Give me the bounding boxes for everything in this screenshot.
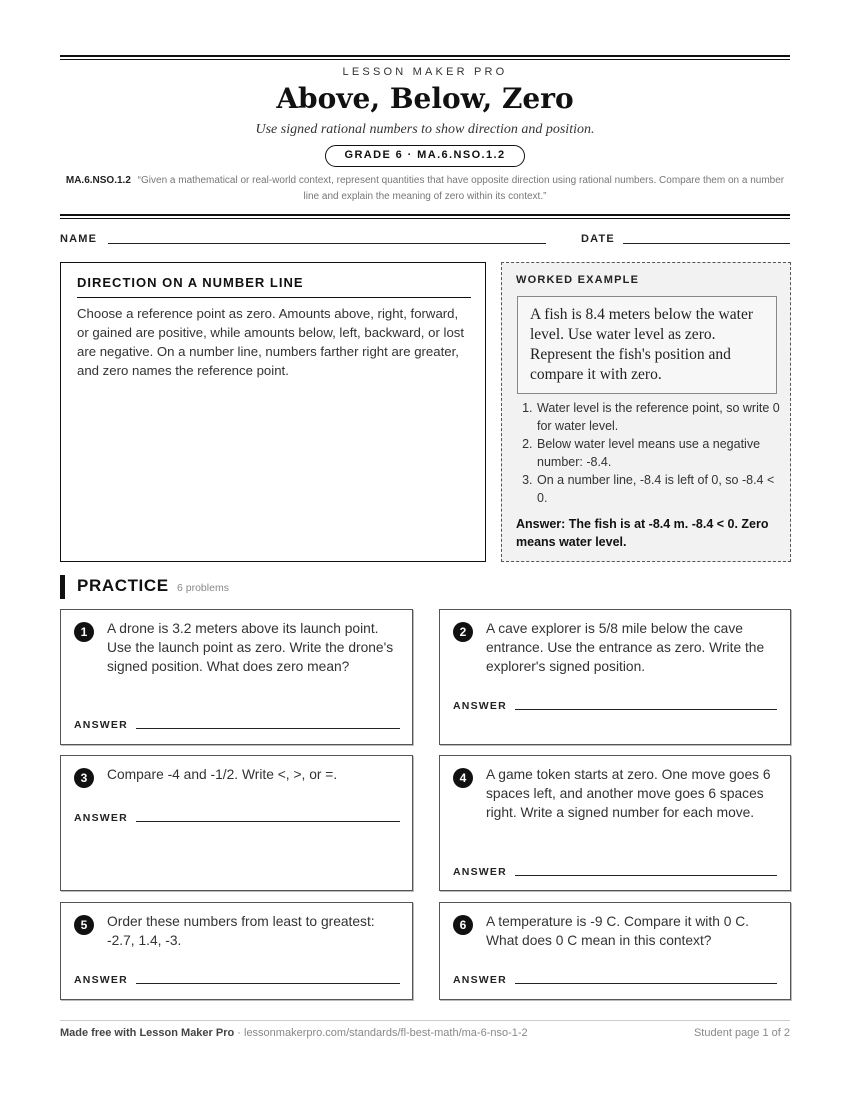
date-label: DATE [581, 233, 615, 245]
name-label: NAME [60, 233, 98, 245]
worked-example-answer: Answer: The fish is at -8.4 m. -8.4 < 0. Zero means water level. [516, 517, 769, 549]
question-text: A temperature is -9 C. Compare it with 0 C. What does 0 C mean in this context? [486, 914, 750, 948]
answer-line[interactable] [136, 983, 400, 984]
answer-line[interactable] [136, 728, 400, 729]
question-card-3 [60, 755, 413, 891]
worked-example-heading: WORKED EXAMPLE [516, 274, 640, 286]
footer-made-with: Made free with Lesson Maker Pro [60, 1027, 235, 1039]
question-number: 3 [74, 768, 94, 788]
question-text: A drone is 3.2 meters above its launch point. Use the launch point as zero. Write the drone's signed position. What does zero mean? [107, 621, 394, 674]
header-top-rule [60, 55, 790, 60]
direction-divider [77, 297, 471, 298]
answer-line[interactable] [515, 709, 777, 710]
direction-heading: DIRECTION ON A NUMBER LINE [77, 275, 304, 290]
answer-line[interactable] [515, 875, 777, 876]
answer-line[interactable] [515, 983, 777, 984]
page-title: Above, Below, Zero [276, 82, 574, 115]
worked-example-step: 2. Below water level means use a negative number: -8.4. [536, 436, 780, 471]
question-card-1 [60, 609, 413, 745]
direction-panel [60, 262, 486, 562]
question-card-5 [60, 902, 413, 1000]
answer-label: ANSWER [453, 974, 507, 986]
answer-line[interactable] [136, 821, 400, 822]
question-number: 2 [453, 622, 473, 642]
name-field[interactable] [108, 243, 546, 244]
question-text: Compare -4 and -1/2. Write <, >, or =. [107, 767, 338, 782]
footer-url[interactable]: · lessonmakerpro.com/standards/fl-best-math/ma-6-nso-1-2 [234, 1027, 528, 1039]
question-number: 1 [74, 622, 94, 642]
practice-count: 6 problems [177, 582, 229, 594]
footer-credit [60, 1027, 528, 1039]
worked-example-problem: A fish is 8.4 meters below the water level. Use water level as zero. Represent the fish's position and compare it with zero. [517, 296, 777, 394]
question-number: 5 [74, 915, 94, 935]
standard-text: “Given a mathematical or real-world context, represent quantities that have opposite direction using rational numbers. Compare them on a number line and explain the meaning of zero within its context.” [137, 175, 785, 202]
page-subtitle: Use signed rational numbers to show direction and position. [255, 122, 595, 137]
footer-divider [60, 1020, 790, 1021]
worked-example-steps [536, 400, 780, 508]
direction-body: Choose a reference point as zero. Amounts above, right, forward, or gained are positive, while amounts below, left, backward, or lost are negative. On a number line, numbers farther right are greater, and zero names the reference point. [77, 306, 465, 378]
question-number: 4 [453, 768, 473, 788]
answer-label: ANSWER [74, 719, 128, 731]
worked-example-step: 1. Water level is the reference point, so write 0 for water level. [536, 400, 780, 435]
practice-title: PRACTICE [77, 576, 169, 595]
question-text: A cave explorer is 5/8 mile below the cave entrance. Use the entrance as zero. Write the explorer's signed position. [486, 621, 765, 674]
date-field[interactable] [623, 243, 790, 244]
answer-label: ANSWER [74, 812, 128, 824]
page-indicator: Student page 1 of 2 [693, 1027, 790, 1039]
question-card-2 [439, 609, 791, 745]
standard-statement [60, 173, 790, 205]
worked-example-step: 3. On a number line, -8.4 is left of 0, so -8.4 < 0. [536, 472, 780, 507]
answer-label: ANSWER [453, 866, 507, 878]
brand-name: LESSON MAKER PRO [342, 66, 508, 78]
practice-accent-bar [60, 575, 65, 599]
grade-badge: GRADE 6 · MA.6.NSO.1.2 [325, 145, 525, 167]
answer-label: ANSWER [74, 974, 128, 986]
header-bottom-rule [60, 214, 790, 219]
worked-example-panel [501, 262, 791, 562]
standard-code: MA.6.NSO.1.2 [65, 175, 131, 186]
question-number: 6 [453, 915, 473, 935]
answer-label: ANSWER [453, 700, 507, 712]
question-text: Order these numbers from least to greatest: -2.7, 1.4, -3. [107, 914, 375, 948]
question-text: A game token starts at zero. One move goes 6 spaces left, and another move goes 6 spaces right. Write a signed number for each move. [486, 767, 771, 820]
question-card-6 [439, 902, 791, 1000]
question-card-4 [439, 755, 791, 891]
